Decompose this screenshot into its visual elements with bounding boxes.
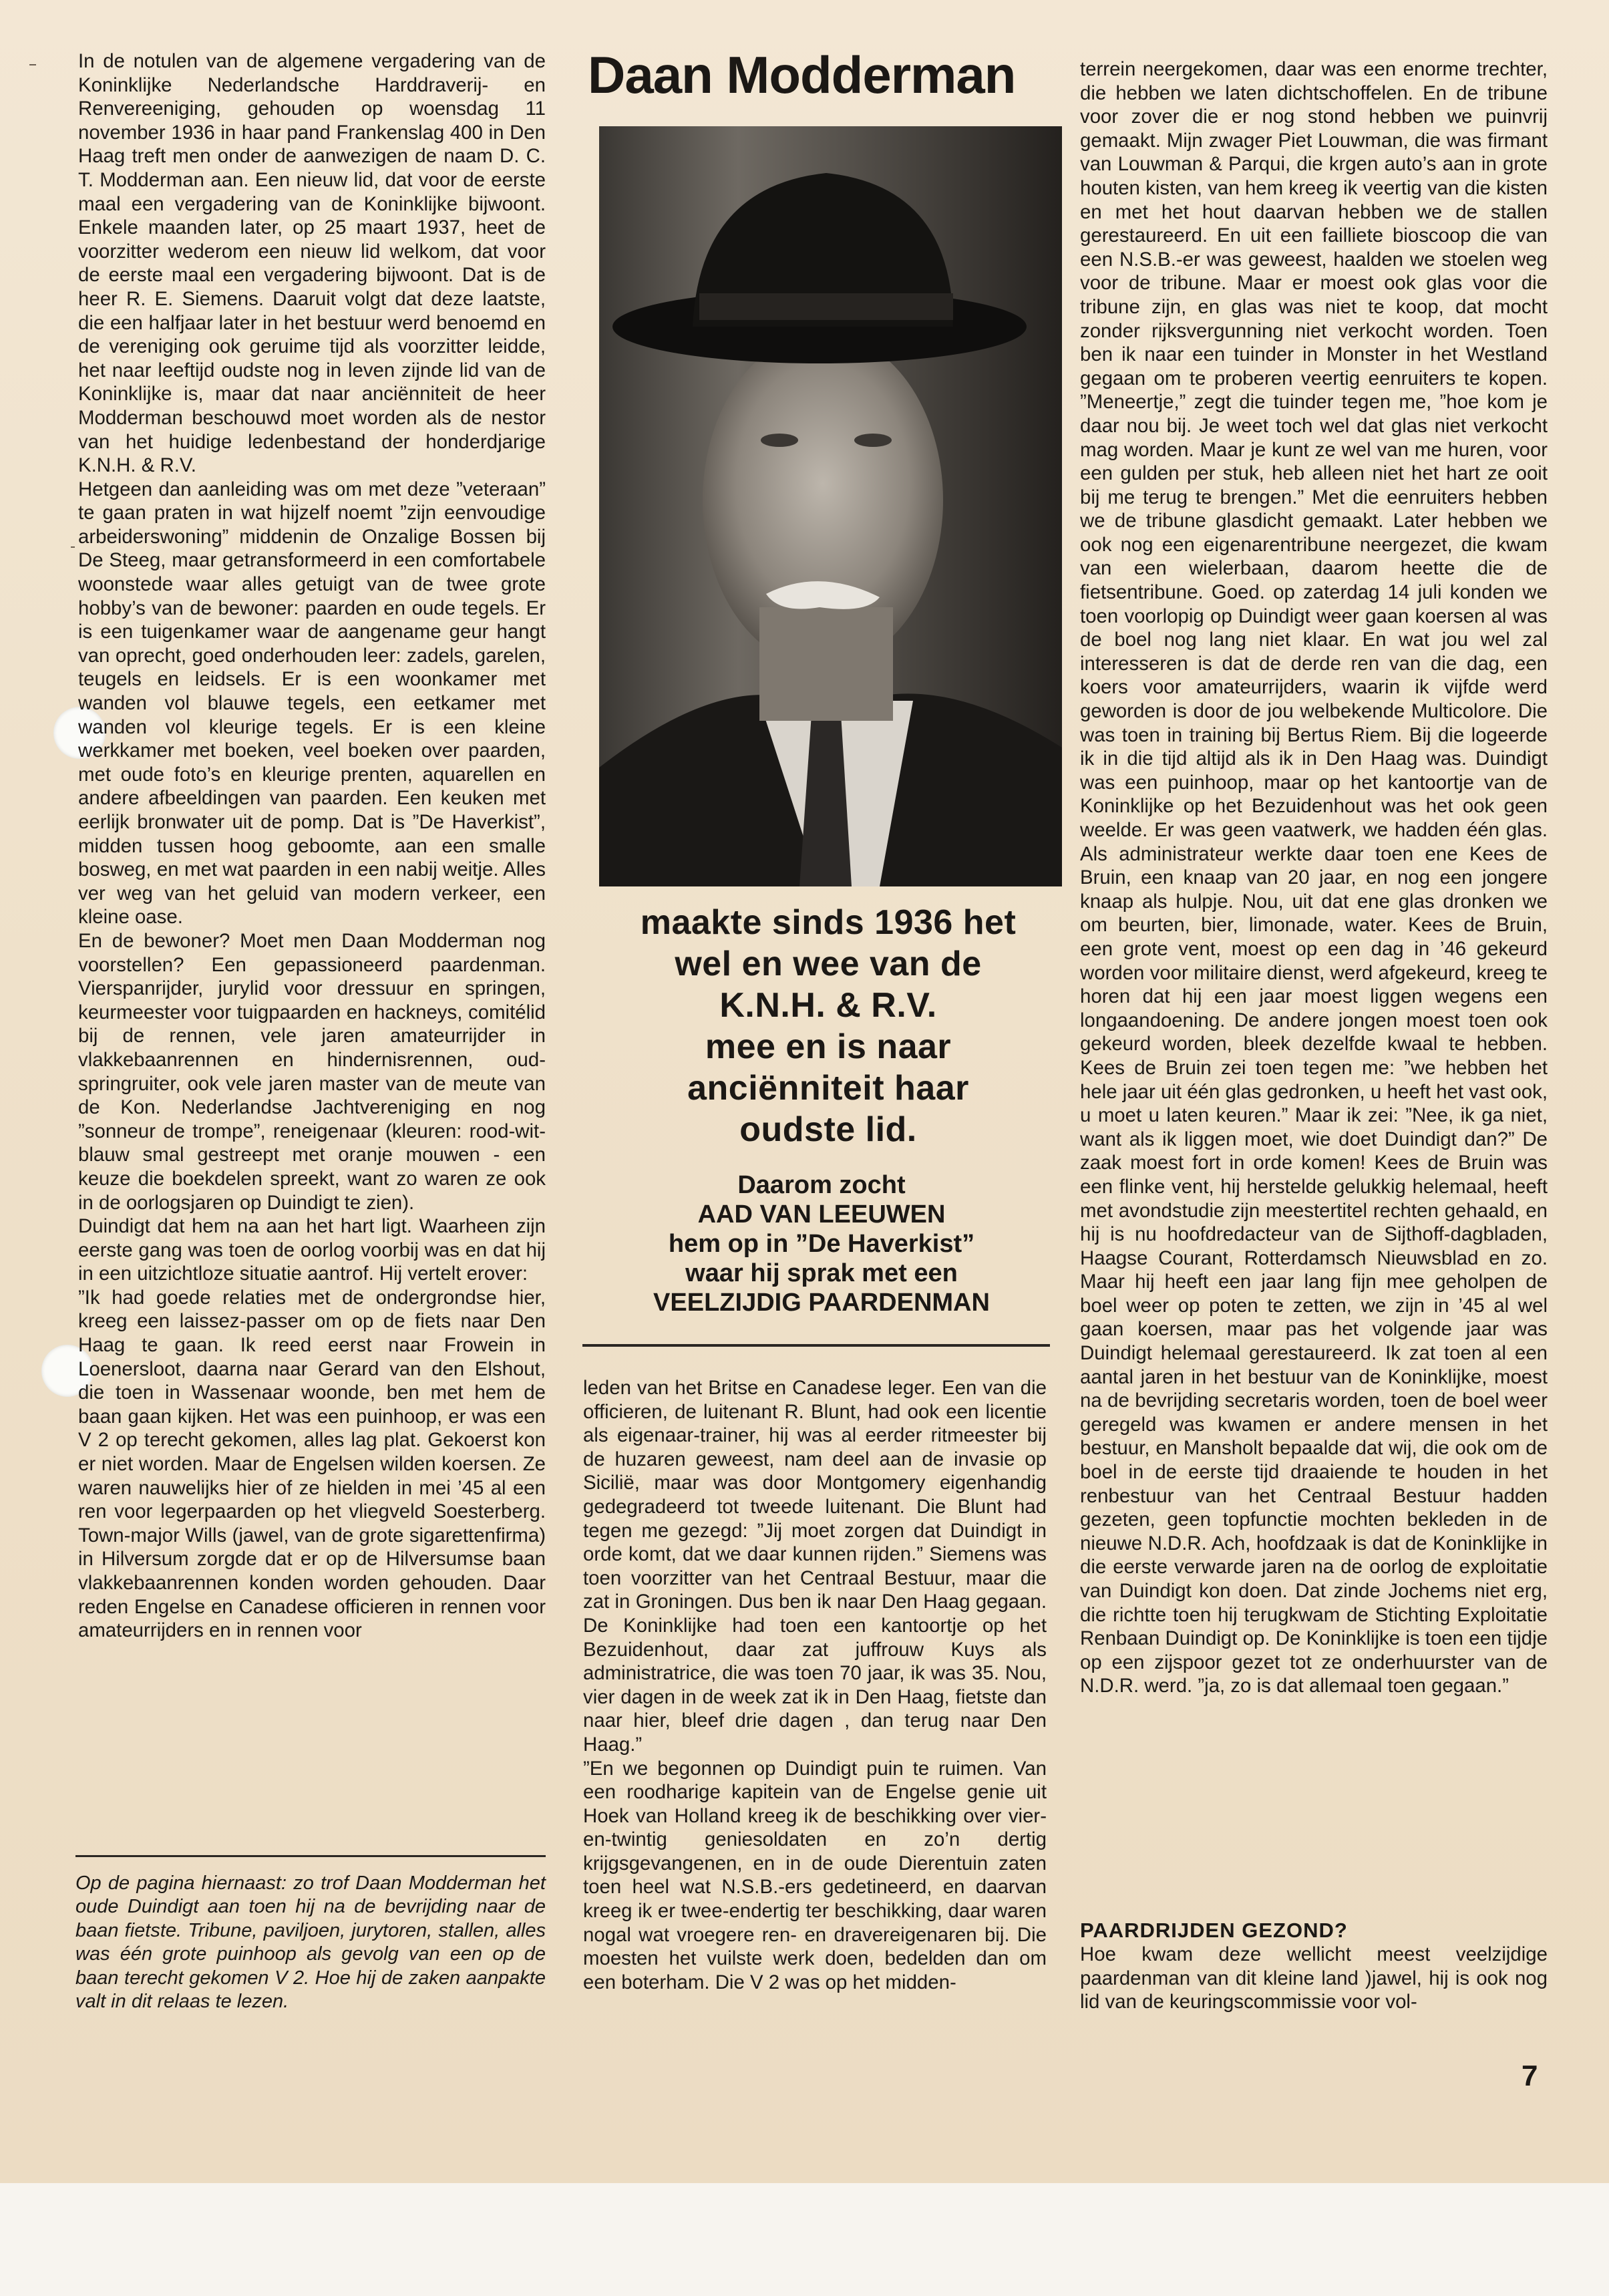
article-byline [588,1170,1055,1317]
article-column-2 [583,1376,1047,2051]
portrait-photo [599,126,1062,886]
headline-line: K.N.H. & R.V. [719,986,937,1025]
scan-margin [0,2183,1609,2296]
article-column-1 [78,49,546,1833]
section-subheading: PAARDRIJDEN GEZOND? [1080,1919,1348,1942]
caption-divider [75,1855,546,1857]
headline-line: anciënniteit haar [687,1069,969,1108]
paragraph: ”Ik had goede relaties met de ondergrondse hier, kreeg een laissez-passer om op de fiets naar Den Haag te gaan. Ik reed eerst naar Frowein in Loenersloot, daarna naar Gerard van den Elshout, die toen in Wassenaar woonde, ben met hem de baan gaan kijken. Het was een puinhoop, er was een V 2 op terecht gekomen, alles lag plat. Gekoerst kon er niet worden. Maar de Engelsen wilden koersen. Ze waren nauwelijks hier of ze hielden in mei ’45 al een ren voor legerpaarden op het vliegveld Soesterberg. Town-major Wills (jawel, van de grote sigarettenfirma) in Hilversum zorgde dat er op de Hilversumse baan vlakkebaanrennen konden worden gehouden. Daar reden Engelse en Canadese officieren in rennen voor amateurrijders en in rennen voor [78,1286,546,1642]
paragraph: In de notulen van de algemene vergadering van de Koninklijke Nederlandsche Harddraverij- en Renvereeniging, gehouden op woensdag 11 november 1936 in haar pand Frankenslag 400 in Den Haag treft men onder de aanwezigen de naam D. C. T. Modderman aan. Een nieuw lid, dat voor de eerste maal een vergadering van de Koninklijke bijwoont. Enkele maanden later, op 25 maart 1937, heet de voorzitter wederom een nieuw lid welkom, dat voor de eerste maal een vergadering bijwoont. Dat is de heer R. E. Siemens. Daaruit volgt dat deze laatste, die een halfjaar later in het bestuur werd benoemd en de vereniging ook geruime tijd als voorzitter leidde, het naar leeftijd oudste nog in leven zijnde lid van de Koninklijke is, maar dat naar anciënniteit de heer Modderman beschouwd moet worden als de nestor van het huidige ledenbestand der honderdjarige K.N.H. & R.V. [78,50,546,477]
byline-line: Daarom zocht [737,1171,906,1199]
paragraph: ”En we begonnen op Duindigt puin te ruimen. Van een roodharige kapitein van de Engelse genie uit Hoek van Holland kreeg ik de beschikking over vier-en-twintig geniesoldaten en zo’n dertig krijgsgevangenen, en in de oude Dierentuin zaten toen heel wat N.S.B.-ers gedetineerd, en daarvan kreeg ik er twee-endertig ter beschikking, daar waren nogal wat vroegere ren- en dravereigenaren bij. Die moesten het vuilste werk doen, bedelden dan om een boterham. Die V 2 was op het midden- [583,1757,1047,1993]
article-title: Daan Modderman [588,45,1016,104]
byline-line: VEELZIJDIG PAARDENMAN [653,1289,990,1317]
byline-line: hem op in ”De Haverkist” [668,1230,975,1258]
paragraph: leden van het Britse en Canadese leger. Een van die officieren, de luitenant R. Blunt, had ook een licentie als eigenaar-trainer, hij was al eerder ritmeester bij de huzaren geweest, nam deel aan de invasie op Sicilië, maar was door Montgomery eigenhandig gedegradeerd tot tweede luitenant. Die Blunt had tegen me gezegd: ”Jij moet zorgen dat Duindigt in orde komt, dat we daar kunnen rijden.” Siemens was toen voorzitter van het Centraal Bestuur, maar die zat in Groningen. Dus ben ik naar Den Haag gegaan. De Koninklijke had toen een kantoortje op het Bezuidenhout, daar zat juffrouw Kuys als administratrice, die was toen 70 jaar, ik was 35. Nou, vier dagen in de week zat ik in Den Haag, fietste dan naar hier, bleef drie dagen , dan terug naar Den Haag.” [583,1377,1047,1756]
paragraph: Duindigt dat hem na aan het hart ligt. Waarheen zijn eerste gang was toen de oorlog voorbij was en dat hij in een uitzichtloze situatie aantrof. Hij vertelt erover: [78,1215,546,1285]
byline-line: waar hij sprak met een [685,1259,958,1287]
byline-line: AAD VAN LEEUWEN [697,1200,946,1228]
margin-mark [29,64,36,65]
portrait-illustration [599,126,1062,886]
headline-line: wel en wee van de [675,945,982,983]
photo-caption: Op de pagina hiernaast: zo trof Daan Modderman het oude Duindigt aan toen hij na de bevrijding naar de baan fietste. Tribune, paviljoen, jurytoren, stallen, alles was één grote puinhoop als gevolg van een op de baan terecht gekomen V 2. Hoe hij de zaken aanpakte valt in dit relaas te lezen. [75,1872,546,2013]
page-number: 7 [1522,2060,1538,2092]
paragraph: Hetgeen dan aanleiding was om met deze ”veteraan” te gaan praten in wat hijzelf noemt ”zijn eenvoudige arbeiderswoning” middenin de Onzalige Bossen bij De Steeg, maar getransformeerd in een comfortabele woonstede waar alles getuigt van de twee grote hobby’s van de bewoner: paarden en oude tegels. Er is een tuigenkamer waar de aangename geur hangt van oprecht, goed onderhouden leer: zadels, garelen, teugels en leidsels. Er is een woonkamer met wanden vol blauwe tegels, een eetkamer met wanden vol kleurige tegels. Er is een kleine werkkamer met boeken, veel boeken over paarden, met oude foto’s en kleurige prenten, aquarellen en andere afbeeldingen van paarden. Een keuken met eerlijk bronwater uit de pomp. Dat is ”De Haverkist”, midden tussen hoog geboomte, aan een smalle bosweg, en met wat paarden in een nabij weitje. Alles ver weg van het geluid van modern verkeer, een kleine oase. [78,478,546,929]
headline-line: maakte sinds 1936 het [640,903,1017,942]
article-column-3 [1080,57,1548,1908]
paragraph-continued: Hoe kwam deze wellicht meest veelzijdige paardenman van dit kleine land )jawel, hij is ook nog lid van de keuringscommissie voor vol- [1080,1943,1548,2013]
headline-line: oudste lid. [739,1110,917,1149]
headline-line: mee en is naar [705,1027,952,1066]
article-headline [574,902,1082,1150]
paragraph: En de bewoner? Moet men Daan Modderman nog voorstellen? Een gepassioneerd paardenman. Vierspanrijder, jurylid voor dressuur en springen, keurmeester voor tuigpaarden en hackneys, comitélid bij de rennen, vele jaren amateurrijder in vlakkebaanrennen en hindernisrennen, oud-springruiter, ook vele jaren master van de meute van de Kon. Nederlandse Jachtvereniging en nog ”sonneur de trompe”, reneigenaar (kleuren: rood-wit-blauw smal gestreept met oranje mouwen - een keuze die boekdelen spreekt, want zo waren ze ook in de oorlogsjaren op Duindigt te zien). [78,929,546,1214]
margin-mark [71,546,75,548]
paragraph: terrein neergekomen, daar was een enorme trechter, die hebben we laten dichtschoffelen. En de tribune voor zover die er nog stond hebben we puinvrij gemaakt. Mijn zwager Piet Louwman, die was firmant van Louwman & Parqui, die krgen auto’s aan in grote houten kisten, van hem kreeg ik veertig van die kisten en met het hout daarvan hebben we de stallen gerestaureerd. En uit een failliete bioscoop die van een N.S.B.-er was geweest, haalden we stoelen weg voor de tribune. Maar er moest ook glas voor die tribune zijn, en glas was niet te koop, dat mocht zonder rijksvergunning niet verkocht worden. Toen ben ik naar een tuinder in Monster in het Westland gegaan om te proberen veertig eenruiters te kopen. ”Meneertje,” zegt die tuinder tegen me, ”hoe kom je daar nou bij. Je weet toch wel dat glas niet verkocht mag worden. Maar je kunt ze wel van me huren, voor een gulden per stuk, heb alleen niet het hart ze ooit bij me terug te brengen.” Met die eenruiters hebben we de tribune glasdicht gemaakt. Later hebben we ook nog een eigenarentribune neergezet, die kwam van een wielerbaan, daarom heette die de fietsentribune. Goed. op zaterdag 14 juli konden we toen voorlopig op Duindigt weer gaan koersen al was de boel nog lang niet klaar. En wat jou wel zal interesseren is dat de derde ren van die dag, een koers voor amateurrijders, waarin ik vijfde werd geworden is door de jou welbekende Multicolore. Die was toen in training bij Bertus Riem. Bij die logeerde ik in die tijd altijd als ik in Den Haag was. Duindigt was een puinhoop, maar op het kantoortje van de Koninklijke op het Bezuidenhout was het ook geen weelde. Er was geen vaatwerk, we hadden één glas. Als administrateur werkte daar toen ene Kees de Bruin, een knaap van 20 jaar, en nog een jongere knaap als hulpje. Nou, uit dat ene glas dronken we om beurten, bier, limonade, water. Kees de Bruin, een grote vent, moest op een dag in ’46 gekeurd worden voor militaire dienst, werd afgekeurd, kreeg te horen dat hij een jaar moest liggen wegens een longaandoening. De andere jongen moest toen ook gekeurd worden, bleek dezelfde kwaal te hebben. Kees de Bruin zei toen tegen me: ”we hebben het hele jaar uit één glas gedronken, u heeft het vast ook, u moet u laten keuren.” Maar ik zei: ”Nee, ik ga niet, want als ik liggen moet, wie doet Duindigt dan?” De zaak moest fort in orde komen! Kees de Bruin was een flinke vent, hij herstelde gelukkig helemaal, heeft met avondstudie zijn meestertitel rechten gehaald, en hij is nu hoofdredacteur van de Sijthoff-dagbladen, Haagse Courant, Rotterdamsch Nieuwsblad en zo. Maar hij heeft een jaar lang fijn mee geholpen de boel weer op poten te zetten, we zijn in ’45 al wel gaan koersen, maar pas het volgende jaar was Duindigt helemaal gerestaureerd. Ik zat toen al een aantal jaren in het bestuur van de Koninklijke, moest na de bevrijding secretaris worden, toen de boel weer geregeld was kwamen er andere mensen in het bestuur, en Mansholt bepaalde dat wij, die ook om de boel in de eerste tijd draaiende te houden in het renbestuur van het Centraal Bestuur hadden gezeten, geen topfunctie mochten bekleden in de nieuwe N.D.R. Ach, hoofdzaak is dat de Koninklijke in die eerste verwarde jaren na de oorlog de exploitatie van Duindigt kon doen. Dat zinde Jochems niet erg, die richtte toen hij terugkwam de Stichting Exploitatie Renbaan Duindigt op. De Koninklijke is toen een tijdje op een zijspoor gezet tot ze onderhuurster van de N.D.R. werd. ”ja, zo is dat allemaal toen gegaan.” [1080,58,1548,1697]
byline-divider [582,1344,1050,1347]
